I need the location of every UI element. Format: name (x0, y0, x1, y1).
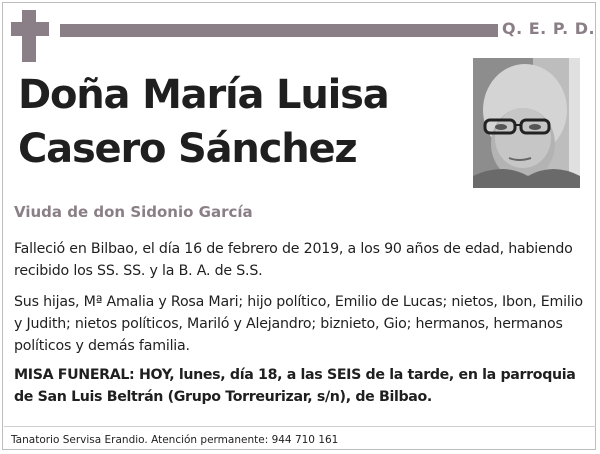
qepd-label: Q. E. P. D. (502, 19, 596, 38)
name-line-1: Doña María Luisa (18, 72, 389, 118)
header-rule (60, 24, 498, 37)
family-paragraph: Sus hijas, Mª Amalia y Rosa Mari; hijo político, Emilio de Lucas; nietos, Ibon, Emilio y Judith; nietos políticos, Mariló y Alejandro; biznieto, Gio; hermanos, hermanos políticos y demás familia. (14, 294, 583, 354)
portrait-photo (473, 58, 580, 188)
widow-of: Viuda de don Sidonio García (14, 203, 253, 221)
funeral-mass-paragraph: MISA FUNERAL: HOY, lunes, día 18, a las SEIS de la tarde, en la parroquia de San Luis Beltrán (Grupo Torreurizar, s/n), de Bilbao. (14, 367, 576, 405)
name-line-2: Casero Sánchez (18, 126, 357, 172)
footer-divider (4, 426, 596, 427)
funeral-home-info: Tanatorio Servisa Erandio. Atención permanente: 944 710 161 (11, 434, 339, 446)
deceased-name (18, 68, 458, 176)
death-notice-paragraph: Falleció en Bilbao, el día 16 de febrero de 2019, a los 90 años de edad, habiendo recibido los SS. SS. y la B. A. de S.S. (14, 241, 573, 279)
